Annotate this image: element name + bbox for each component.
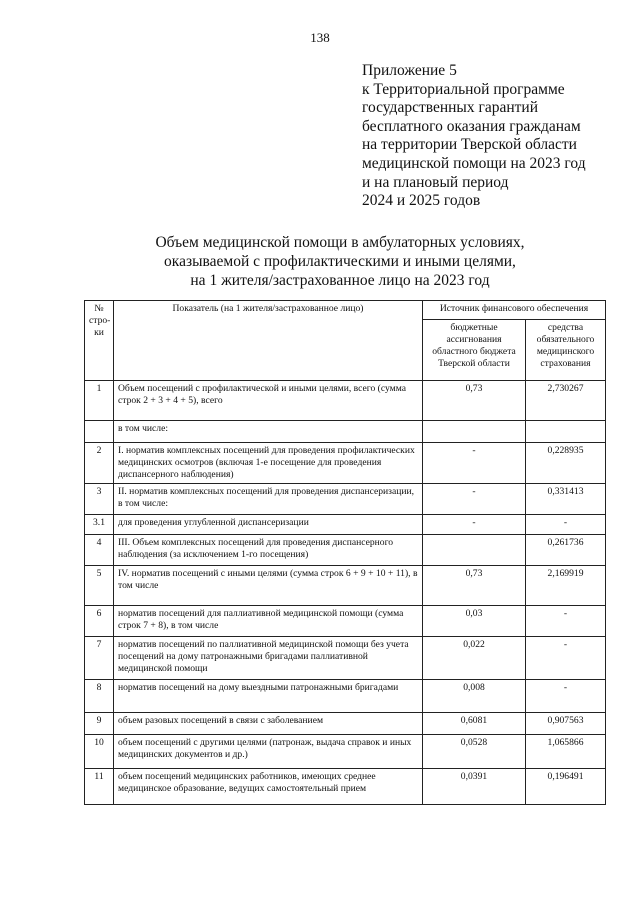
appendix-block [362,62,622,211]
title-line: на 1 жителя/застрахованное лицо на 2023 год [190,272,490,289]
appendix-line: медицинской помощи на 2023 год [362,154,586,172]
table-row [85,484,606,515]
insurance-value-cell: 0,261736 [526,535,606,566]
appendix-line: Приложение 5 [362,62,457,79]
insurance-value-cell: 1,065866 [526,735,606,769]
row-number-cell: 4 [85,535,114,566]
appendix-line: к Территориальной программе [362,80,565,98]
title-line: Объем медицинской помощи в амбулаторных условиях, [155,234,525,251]
insurance-value-cell: 0,228935 [526,443,606,484]
insurance-value-cell: - [526,637,606,680]
row-number-cell: 3 [85,484,114,515]
indicator-cell: I. норматив комплексных посещений для проведения профилактических медицинских осмотров (включая 1-е посещение для проведения диспансерного наблюдения) [114,443,423,484]
budget-value-cell: 0,6081 [423,713,526,735]
header-row-number: № стро-ки [85,301,114,381]
budget-value-cell: 0,022 [423,637,526,680]
budget-value-cell: - [423,484,526,515]
title-line: оказываемой с профилактическими и иными целями, [164,253,516,270]
indicator-cell: норматив посещений на дому выездными патронажными бригадами [114,680,423,713]
indicator-cell: норматив посещений для паллиативной медицинской помощи (сумма строк 7 + 8), в том числе [114,606,423,637]
table-row [85,421,606,443]
table-row [85,637,606,680]
budget-value-cell: 0,008 [423,680,526,713]
appendix-line: государственных гарантий [362,99,538,117]
indicator-cell: Объем посещений с профилактической и иными целями, всего (сумма строк 2 + 3 + 4 + 5), всего [114,381,423,421]
budget-value-cell: 0,0528 [423,735,526,769]
header-indicator: Показатель (на 1 жителя/застрахованное лицо) [114,301,423,381]
appendix-line: на территории Тверской области [362,136,577,154]
appendix-line: бесплатного оказания гражданам [362,117,581,135]
indicator-cell: III. Объем комплексных посещений для проведения диспансерного наблюдения (за исключением 1-го посещения) [114,535,423,566]
indicator-cell: в том числе: [114,421,423,443]
indicator-cell: объем посещений медицинских работников, имеющих среднее медицинское образование, ведущих самостоятельный прием [114,769,423,805]
budget-value-cell: 0,73 [423,566,526,606]
header-funding-source: Источник финансового обеспечения [423,301,606,320]
insurance-value-cell: 0,196491 [526,769,606,805]
header-budget: бюджетные ассигнования областного бюджета Тверской области [423,320,526,381]
row-number-cell: 5 [85,566,114,606]
indicator-cell: объем посещений с другими целями (патронаж, выдача справок и иных медицинских документов и др.) [114,735,423,769]
indicator-cell: объем разовых посещений в связи с заболеванием [114,713,423,735]
row-number-cell: 1 [85,381,114,421]
row-number-cell: 7 [85,637,114,680]
insurance-value-cell: - [526,515,606,535]
row-number-cell: 3.1 [85,515,114,535]
table-body [85,381,606,805]
indicator-cell: для проведения углубленной диспансеризации [114,515,423,535]
budget-value-cell: 0,73 [423,381,526,421]
row-number-cell [85,421,114,443]
insurance-value-cell [526,421,606,443]
budget-value-cell [423,421,526,443]
row-number-cell: 6 [85,606,114,637]
row-number-cell: 10 [85,735,114,769]
indicator-cell: II. норматив комплексных посещений для проведения диспансеризации, в том числе: [114,484,423,515]
budget-value-cell: 0,0391 [423,769,526,805]
header-insurance: средства обязательного медицинского страхования [526,320,606,381]
row-number-cell: 2 [85,443,114,484]
insurance-value-cell: 0,907563 [526,713,606,735]
table-row [85,381,606,421]
row-number-cell: 8 [85,680,114,713]
insurance-value-cell: - [526,680,606,713]
budget-value-cell: 0,03 [423,606,526,637]
medical-volume-table [84,300,606,805]
budget-value-cell: - [423,443,526,484]
document-title [80,233,600,290]
table-row [85,443,606,484]
row-number-cell: 11 [85,769,114,805]
budget-value-cell [423,535,526,566]
insurance-value-cell: - [526,606,606,637]
appendix-line: 2024 и 2025 годов [362,192,481,210]
table-row [85,713,606,735]
table-row [85,769,606,805]
table-row [85,535,606,566]
page-number: 138 [310,30,330,45]
budget-value-cell: - [423,515,526,535]
table-row [85,680,606,713]
indicator-cell: IV. норматив посещений с иными целями (сумма строк 6 + 9 + 10 + 11), в том числе [114,566,423,606]
table-row [85,735,606,769]
table-row [85,566,606,606]
insurance-value-cell: 2,169919 [526,566,606,606]
insurance-value-cell: 0,331413 [526,484,606,515]
row-number-cell: 9 [85,713,114,735]
appendix-line: и на плановый период [362,173,509,191]
insurance-value-cell: 2,730267 [526,381,606,421]
table-row [85,606,606,637]
indicator-cell: норматив посещений по паллиативной медицинской помощи без учета посещений на дому патронажными бригадами паллиативной медицинской помощи [114,637,423,680]
table-row [85,515,606,535]
